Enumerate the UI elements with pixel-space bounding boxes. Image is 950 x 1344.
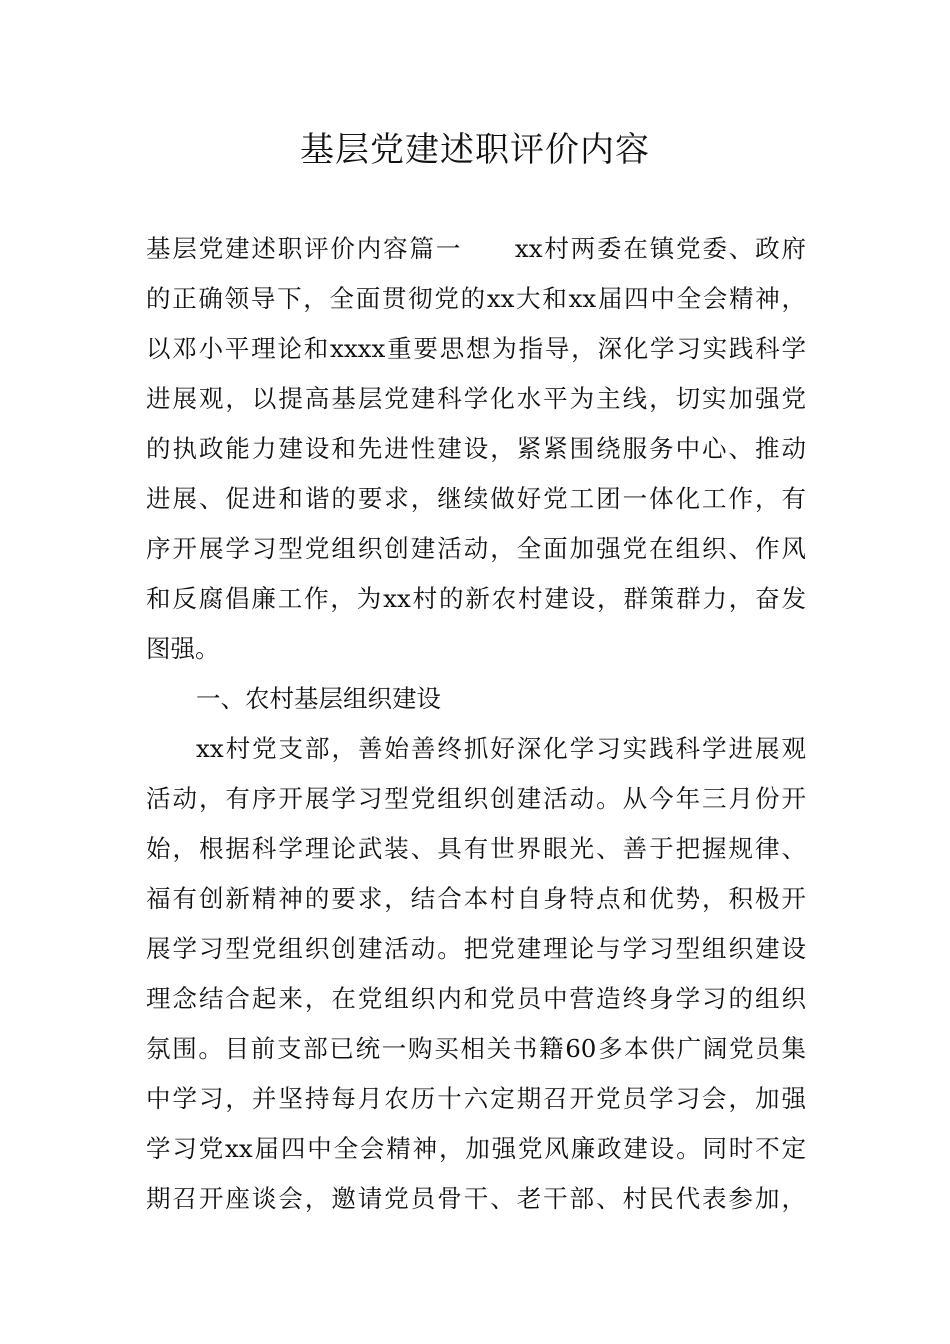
body-line: 进展观，以提高基层党建科学化水平为主线，切实加强党 xyxy=(146,384,806,413)
body-line: 图强。 xyxy=(146,634,220,663)
body-line: 学习党xx届四中全会精神，加强党风廉政建设。同时不定 xyxy=(146,1134,806,1163)
body-line: 以邓小平理论和xxxx重要思想为指导，深化学习实践科学 xyxy=(146,334,806,363)
document-title: 基层党建述职评价内容 xyxy=(300,130,650,170)
body-line: 展学习型党组织创建活动。把党建理论与学习型组织建设 xyxy=(146,934,806,963)
body-line: 的执政能力建设和先进性建设，紧紧围绕服务中心、推动 xyxy=(146,434,806,463)
body-line: 理念结合起来，在党组织内和党员中营造终身学习的组织 xyxy=(146,984,806,1013)
body-line: 进展、促进和谐的要求，继续做好党工团一体化工作，有 xyxy=(146,484,806,513)
body-line: 期召开座谈会，邀请党员骨干、老干部、村民代表参加， xyxy=(146,1184,806,1213)
body-line: 活动，有序开展学习型党组织创建活动。从今年三月份开 xyxy=(146,784,806,813)
body-line: 基层党建述职评价内容篇一 xx村两委在镇党委、政府 xyxy=(146,234,806,263)
body-line: 的正确领导下，全面贯彻党的xx大和xx届四中全会精神， xyxy=(146,284,806,313)
body-line: 中学习，并坚持每月农历十六定期召开党员学习会，加强 xyxy=(146,1084,806,1113)
body-line: 序开展学习型党组织创建活动，全面加强党在组织、作风 xyxy=(146,534,806,563)
body-line: 和反腐倡廉工作，为xx村的新农村建设，群策群力，奋发 xyxy=(146,584,806,613)
body-line: xx村党支部，善始善终抓好深化学习实践科学进展观 xyxy=(196,734,806,763)
body-line: 始，根据科学理论武装、具有世界眼光、善于把握规律、 xyxy=(146,834,806,863)
body-line: 福有创新精神的要求，结合本村自身特点和优势，积极开 xyxy=(146,884,806,913)
body-line: 氛围。目前支部已统一购买相关书籍60多本供广阔党员集 xyxy=(146,1034,806,1063)
section-heading: 一、农村基层组织建设 xyxy=(196,684,441,713)
